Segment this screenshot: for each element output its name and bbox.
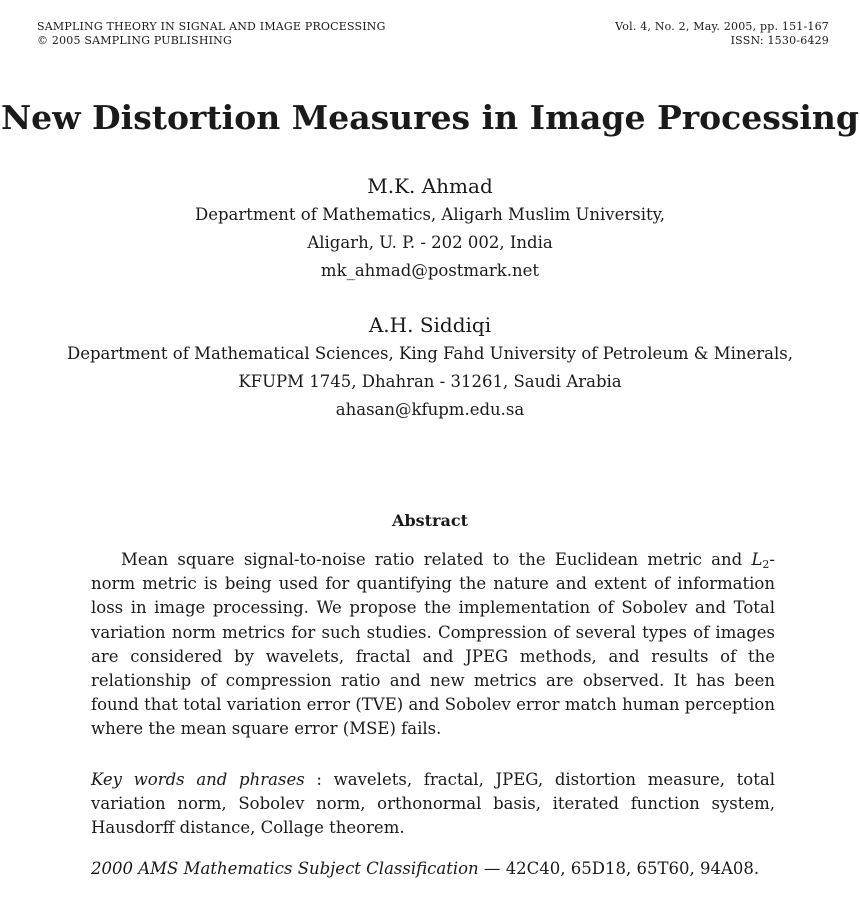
issn: ISSN: 1530-6429	[730, 34, 829, 47]
keywords-label: Key words and phrases	[91, 770, 305, 789]
journal-name: SAMPLING THEORY IN SIGNAL AND IMAGE PROCESSING	[37, 20, 386, 33]
copyright-line: © 2005 SAMPLING PUBLISHING	[37, 34, 232, 47]
running-header-left	[37, 20, 386, 48]
norm-symbol: L	[751, 550, 763, 569]
keywords-text: wavelets, fractal, JPEG, distortion measure, total variation norm, Sobolev norm, orthonormal basis, iterated function system, Hausdorff distance, Collage theorem.	[91, 770, 775, 838]
msc-label: 2000 AMS Mathematics Subject Classification	[91, 859, 479, 878]
author-name: A.H. Siddiqi	[368, 313, 492, 337]
author-email: ahasan@kfupm.edu.sa	[335, 400, 525, 419]
abstract-text-rest: -norm metric is being used for quantifying the nature and extent of information loss in image processing. We propose the implementation of Sobolev and Total variation norm metrics for such studies. Compression of several types of images are considered by wavelets, fractal and JPEG methods, and results of the relationship of compression ratio and new metrics are observed. It has been found that total variation error (TVE) and Sobolev error match human perception where the mean square error (MSE) fails.	[91, 550, 775, 739]
msc-separator: —	[478, 859, 506, 878]
msc-codes: 42C40, 65D18, 65T60, 94A08.	[505, 859, 760, 878]
abstract-heading: Abstract	[392, 511, 468, 530]
keywords	[91, 768, 775, 841]
abstract-text	[91, 548, 775, 742]
msc-classification	[91, 857, 775, 881]
affiliation-line: KFUPM 1745, Dhahran - 31261, Saudi Arabia	[238, 372, 622, 391]
volume-info: Vol. 4, No. 2, May. 2005, pp. 151-167	[615, 20, 829, 33]
author-name: M.K. Ahmad	[367, 174, 493, 198]
affiliation-line: Department of Mathematical Sciences, King Fahd University of Petroleum & Minerals,	[66, 344, 794, 363]
paper-title: New Distortion Measures in Image Processing	[1, 98, 859, 137]
norm-subscript: 2	[762, 558, 770, 571]
running-header-right	[615, 20, 829, 48]
abstract-text-start: Mean square signal-to-noise ratio related to the Euclidean metric and	[121, 550, 752, 569]
author-block-siddiqi	[0, 310, 860, 424]
affiliation-line: Aligarh, U. P. - 202 002, India	[307, 233, 553, 252]
author-email: mk_ahmad@postmark.net	[320, 261, 540, 280]
author-block-ahmad	[0, 171, 860, 285]
keywords-separator: :	[304, 770, 334, 789]
affiliation-line: Department of Mathematics, Aligarh Muslim University,	[194, 205, 666, 224]
